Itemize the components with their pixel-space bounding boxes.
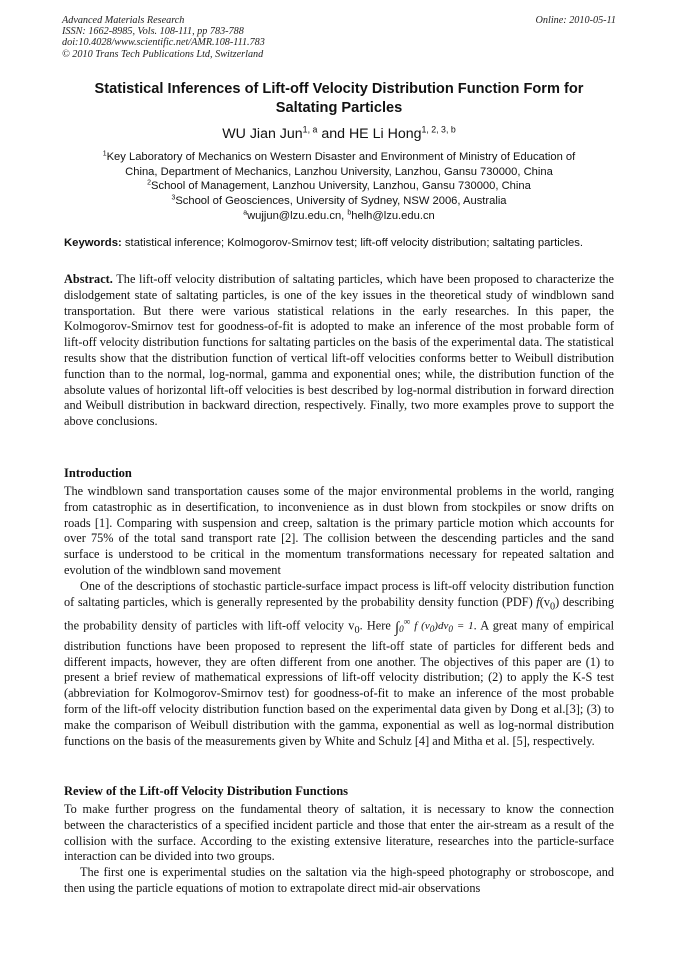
intro-paragraph-2 <box>64 579 614 750</box>
affiliation-1-line-1: Key Laboratory of Mechanics on Western Disaster and Environment of Ministry of Education of <box>106 151 576 163</box>
author-1: WU Jian Jun <box>222 126 303 142</box>
formula-end: )dv <box>434 620 449 633</box>
abstract-label: Abstract. <box>64 272 113 286</box>
affiliation-1-cont: China, Department of Mechanics, Lanzhou University, Lanzhou, Gansu 730000, China <box>125 165 553 178</box>
email-b-mark: b <box>347 209 352 217</box>
section-heading-review: Review of the Lift-off Velocity Distribution Functions <box>64 784 349 798</box>
intro-p2-part-c: ) describing the probability density of particles with lift-off velocity v <box>64 594 614 633</box>
formula-sub: 0 <box>429 624 435 635</box>
review-paragraph-1: To make further progress on the fundamental theory of saltation, it is necessary to know the connection between the characteristics of a specified incident particle and those that enter the air-stream as a result of the collision with the surface. According to the existing extensive literature, researches into the particle-surface interaction can be divided into two groups. <box>64 802 614 864</box>
intro-p2-part-a: One of the descriptions of stochastic particle-surface impact process is lift-off velocity distribution function of saltating particles, which is generally represented by the probability density function (PDF) <box>64 578 614 609</box>
affiliations <box>62 150 616 224</box>
pdf-symbol: f <box>536 594 540 609</box>
affiliation-2 <box>62 179 616 194</box>
intro-p2-part-b: (v <box>539 594 550 609</box>
integral-lower: 0 <box>399 624 404 635</box>
affiliation-3 <box>62 194 616 209</box>
formula-sub-2: 0 <box>448 624 453 635</box>
normalization-formula <box>395 616 474 637</box>
intro-p2-sub-0: 0 <box>549 601 556 613</box>
intro-p2-part-e: . A great many of empirical distribution functions have been proposed to represent the lift-off state of particles for different beds and different impacts, however, they are often different from one another. The objectives of this paper are (1) to present a brief review of mathematical expressions of lift-off velocity distribution; (2) to apply the K-S test (abbreviation for Kolmogorov-Smirnov test) for goodness-of-fit to make an inference of the most probable form of the lift-off velocity distribution function based on the experimental data given by Dong et al.[3]; (3) to make the comparison of Weibull distribution with the gamma, exponential as well as log-normal distribution functions on the basis of the measurements given by White and Schulz [4] and Mitha et al. [5], respectively. <box>64 618 615 748</box>
author-emails <box>62 209 616 224</box>
affiliation-2-text: School of Management, Lanzhou University, Lanzhou, Gansu 730000, China <box>151 180 531 193</box>
review-body <box>64 802 614 897</box>
keywords-label: Keywords: <box>64 237 122 249</box>
journal-header <box>62 15 616 60</box>
formula-body: f (v <box>414 620 430 633</box>
journal-doi: doi:10.4028/www.scientific.net/AMR.108-111.783 <box>62 37 265 49</box>
email-a: wujjun@lzu.edu.cn, <box>247 209 345 222</box>
review-paragraph-2: The first one is experimental studies on the saltation via the high-speed photography or stroboscope, and then using the particle equations of motion to extrapolate direct mid-air observations <box>64 865 614 895</box>
affiliation-1-mark: 1 <box>102 150 107 158</box>
keywords-text: statistical inference; Kolmogorov-Smirnov test; lift-off velocity distribution; saltating particles. <box>124 237 584 249</box>
abstract <box>64 272 614 430</box>
author-2: HE Li Hong <box>348 126 422 142</box>
keywords <box>64 236 614 251</box>
author-2-affil: 1, 2, 3, b <box>421 124 456 135</box>
affiliation-1 <box>62 150 616 165</box>
affiliation-2-mark: 2 <box>147 179 152 187</box>
journal-issn: ISSN: 1662-8985, Vols. 108-111, pp 783-788 <box>62 26 244 38</box>
author-and: and <box>321 126 345 142</box>
integral-sign: ∫ <box>395 620 400 637</box>
affiliation-3-mark: 3 <box>171 194 176 202</box>
integral-upper: ∞ <box>403 616 411 627</box>
email-b: helh@lzu.edu.cn <box>351 209 435 222</box>
intro-p2-sub-1: 0 <box>354 624 360 636</box>
online-date: Online: 2010-05-11 <box>535 15 616 26</box>
abstract-text: The lift-off velocity distribution of saltating particles, which have been proposed to characterize the dislodgement state of saltating particles, is one of the key issues in the theoretical study of windblown sand transportation. But there were various statistical relations in the early researches. In this paper, the Kolmogorov-Smirnov test for goodness-of-fit is adopted to make an inference of the most probable form of lift-off velocity distribution functions for saltating particles on the basis of the experimental data. The statistical results show that the distribution function of vertical lift-off velocities conforms better to Weibull distribution function than to the normal, log-normal, gamma and exponential ones; while, the distribution function of the absolute values of horizontal lift-off velocities is best described by log-normal distribution in forward direction and Weibull distribution in backward direction, respectively. Finally, two more examples prove to support the above conclusions. <box>64 272 614 429</box>
introduction-body <box>64 484 614 749</box>
journal-name: Advanced Materials Research <box>62 15 185 26</box>
intro-paragraph-1: The windblown sand transportation causes some of the major environmental problems in the world, ranging from catastrophic as in desertification, to inconvenience as in dust blown from stockpiles or snow drifts on roads [1]. Comparing with suspension and creep, saltation is the primary particle motion which accounts for over 75% of the total sand transport rate [2]. The collision between the descending particles and the sand surface is understood to be critical in the momentum transformations necessary for repeated saltation and evolution of the windblown sand movement <box>64 484 614 577</box>
intro-p2-part-d: . Here <box>359 618 391 633</box>
author-line <box>62 125 616 143</box>
email-a-mark: a <box>243 209 248 217</box>
section-heading-introduction: Introduction <box>64 466 132 480</box>
journal-copyright: © 2010 Trans Tech Publications Ltd, Switzerland <box>62 48 264 60</box>
affiliation-3-text: School of Geosciences, University of Sydney, NSW 2006, Australia <box>175 195 507 208</box>
paper-title: Statistical Inferences of Lift-off Velocity Distribution Function Form for Saltating Particles <box>94 81 584 116</box>
formula-eq: = 1 <box>456 620 474 633</box>
author-1-affil: 1, a <box>302 124 318 135</box>
